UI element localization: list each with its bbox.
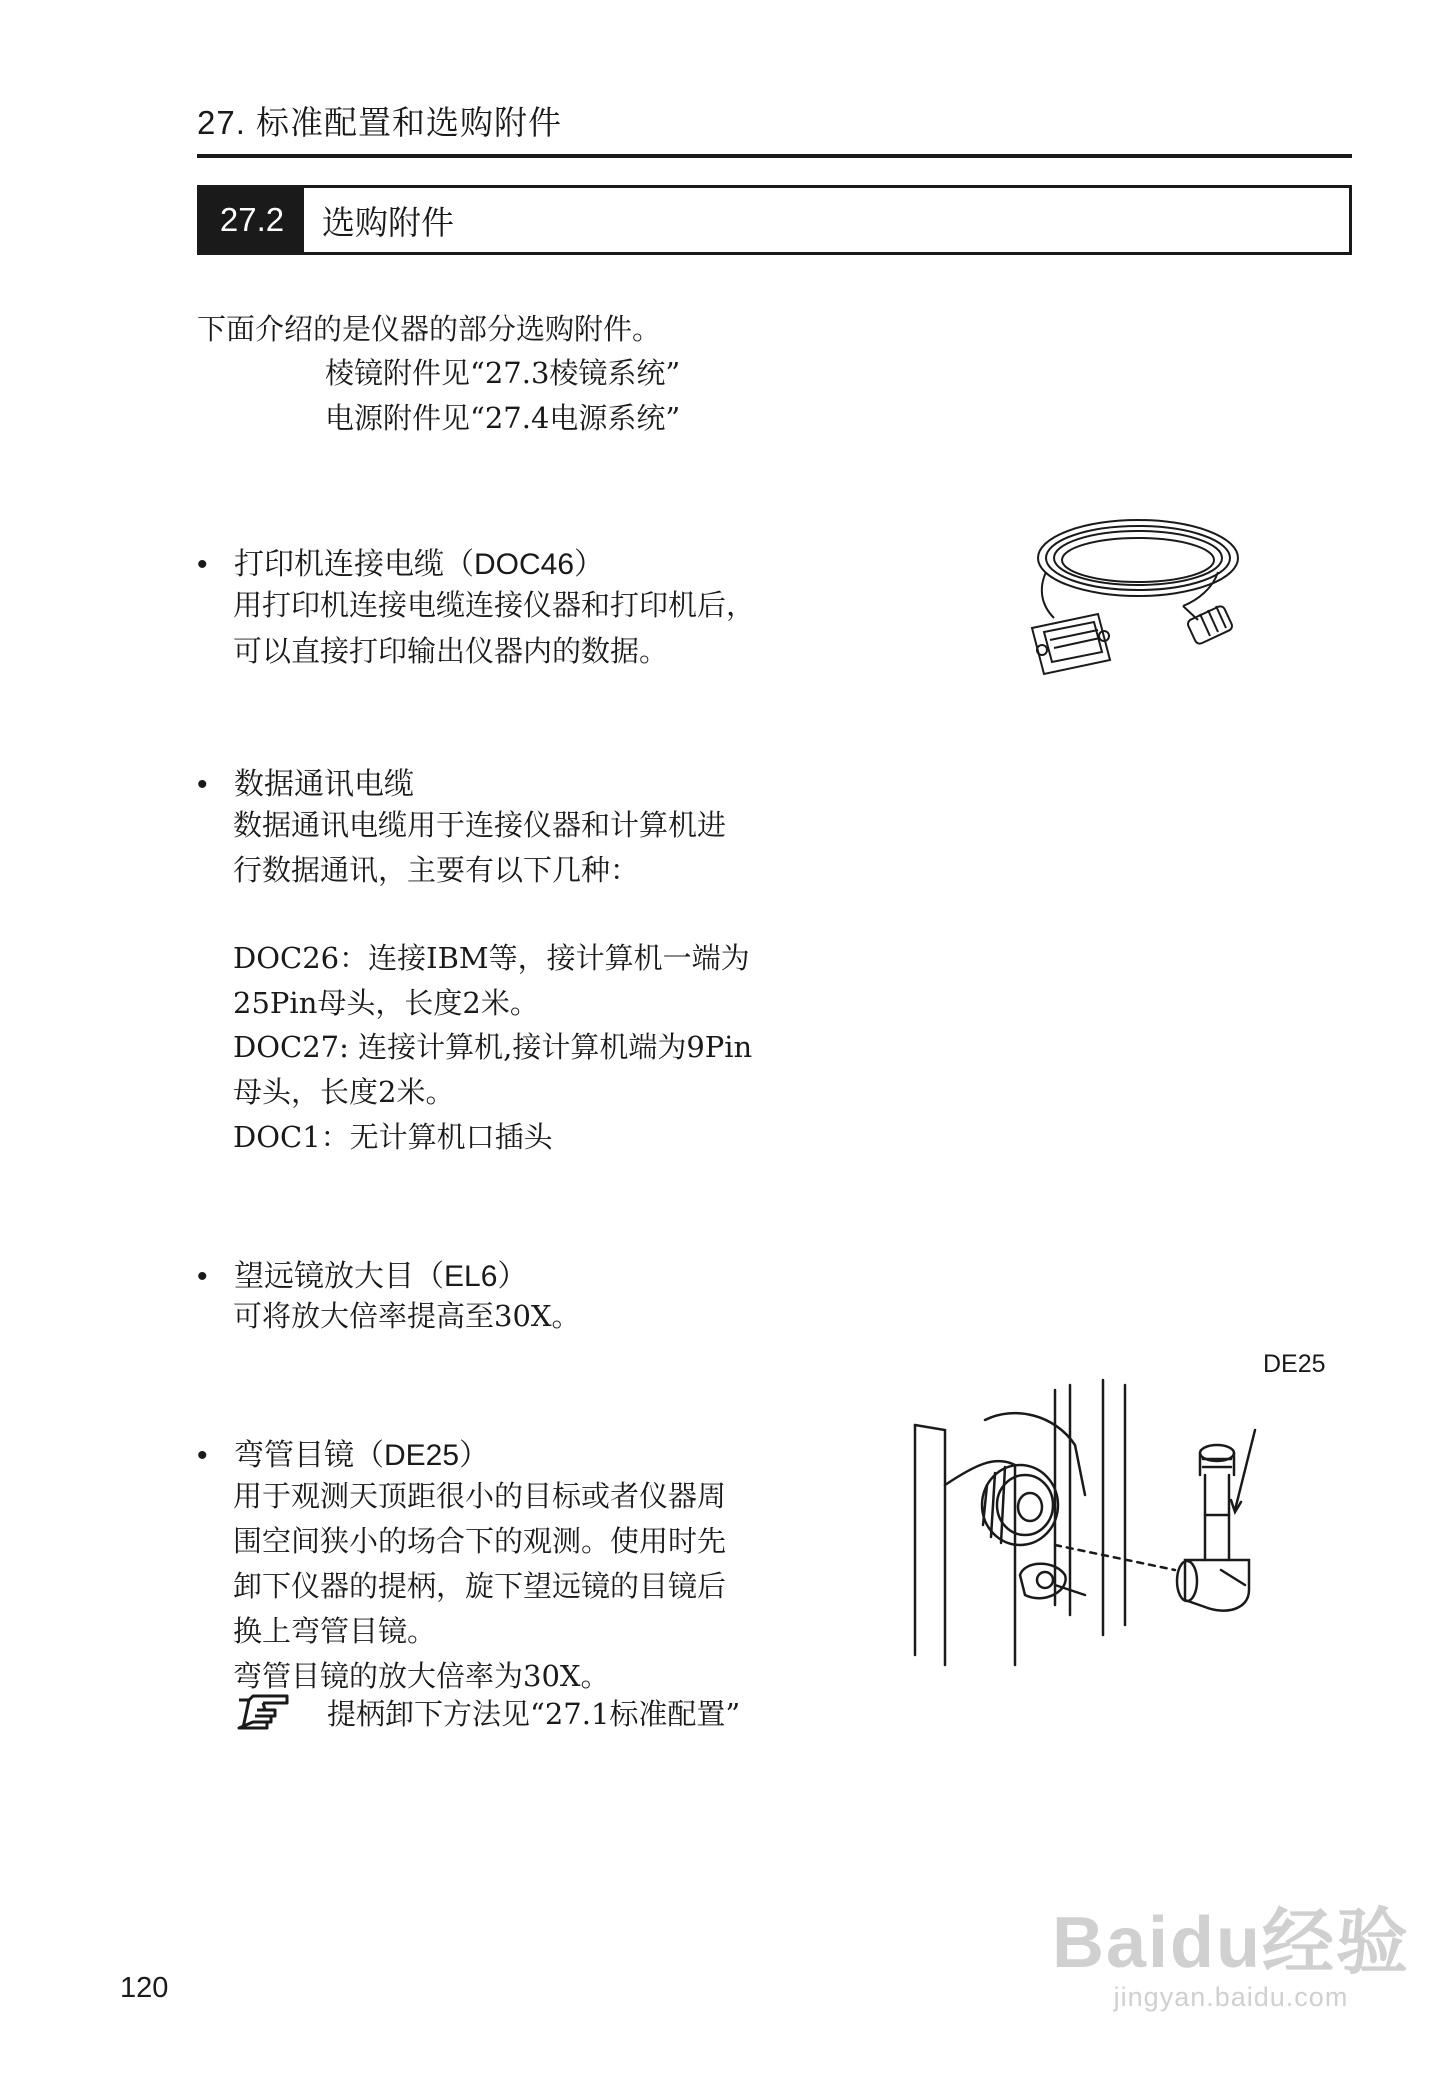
chapter-title: 27. 标准配置和选购附件 <box>197 104 563 141</box>
bullet-icon: • <box>197 1260 208 1293</box>
section-header <box>197 185 1352 255</box>
de25-label: DE25 <box>1263 1350 1326 1378</box>
bullet-icon: • <box>197 768 208 801</box>
variant-line: DOC26：连接IBM等，接计算机一端为 <box>233 941 750 975</box>
note-text: 提柄卸下方法见“27.1标准配置” <box>327 1697 741 1731</box>
variant-line: 母头，长度2米。 <box>233 1075 455 1109</box>
item-text-line: 数据通讯电缆用于连接仪器和计算机进 <box>233 808 727 842</box>
intro-line: 电源附件见“27.4电源系统” <box>325 401 681 435</box>
variant-line: DOC27: 连接计算机,接计算机端为9Pin <box>233 1030 753 1064</box>
intro-line: 下面介绍的是仪器的部分选购附件。 <box>197 312 662 346</box>
bullet-icon: • <box>197 548 208 581</box>
watermark-logo: Baidu经验 <box>1051 1903 1410 1983</box>
item-heading-text: 望远镜放大目（EL6） <box>234 1260 528 1293</box>
item-text-line: 行数据通讯，主要有以下几种： <box>233 853 640 887</box>
chapter-rule <box>197 154 1352 158</box>
diagonal-eyepiece-illustration <box>905 1375 1325 1675</box>
variant-line: 25Pin母头，长度2米。 <box>233 986 539 1020</box>
item-text-line: 围空间狭小的场合下的观测。使用时先 <box>233 1524 727 1558</box>
printer-cable-illustration <box>1028 510 1248 680</box>
section-number: 27.2 <box>200 188 304 252</box>
page-number: 120 <box>120 1972 169 2004</box>
pointing-hand-icon <box>235 1694 293 1730</box>
item-text-line: 弯管目镜的放大倍率为30X。 <box>233 1659 610 1693</box>
item-text-line: 卸下仪器的提柄，旋下望远镜的目镜后 <box>233 1569 727 1603</box>
item-heading-text: 打印机连接电缆（DOC46） <box>234 548 605 581</box>
watermark-url: jingyan.baidu.com <box>1113 1982 1349 2012</box>
item-heading-text: 弯管目镜（DE25） <box>234 1439 490 1472</box>
item-heading <box>197 1251 527 1295</box>
item-text-line: 用打印机连接电缆连接仪器和打印机后， <box>233 588 756 622</box>
item-heading <box>197 539 604 583</box>
item-text-line: 可以直接打印输出仪器内的数据。 <box>233 634 669 668</box>
item-text-line: 可将放大倍率提高至30X。 <box>233 1299 581 1333</box>
item-heading <box>197 759 414 803</box>
item-text-line: 用于观测天顶距很小的目标或者仪器周 <box>233 1479 727 1513</box>
variant-line: DOC1：无计算机口插头 <box>233 1120 553 1154</box>
bullet-icon: • <box>197 1439 208 1472</box>
item-heading-text: 数据通讯电缆 <box>234 768 414 801</box>
intro-line: 棱镜附件见“27.3棱镜系统” <box>325 356 681 390</box>
item-heading <box>197 1430 489 1474</box>
item-text-line: 换上弯管目镜。 <box>233 1614 437 1648</box>
baidu-watermark <box>1052 1884 1410 2013</box>
section-title: 选购附件 <box>322 203 454 241</box>
